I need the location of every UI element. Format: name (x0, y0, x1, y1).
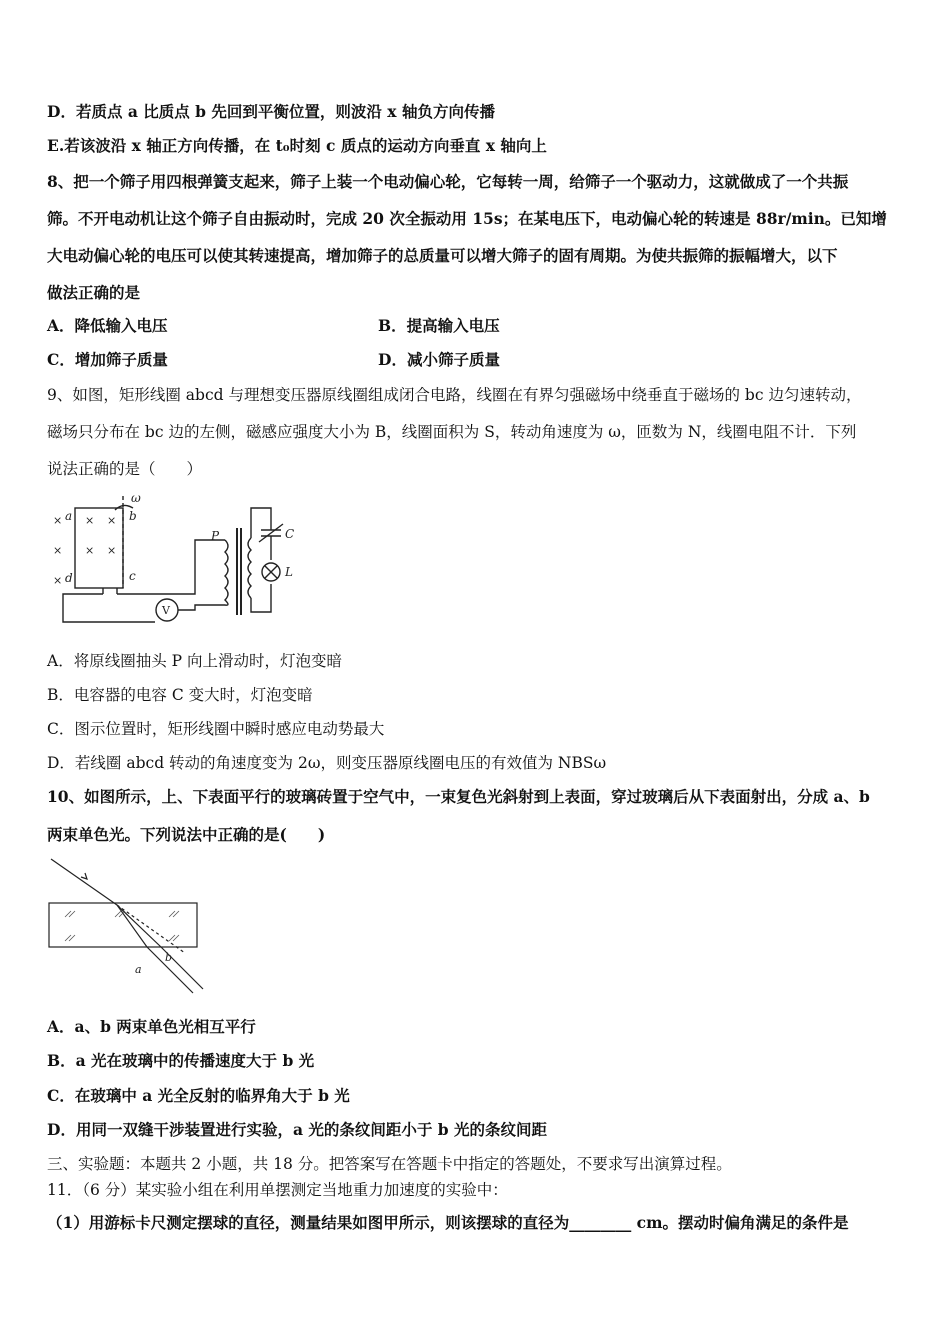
q8-stem-3: 大电动偏心轮的电压可以使其转速提高，增加筛子的总质量可以增大筛子的固有周期。为使共振筛的振幅增大，以下 (47, 246, 838, 265)
field-cross: × (85, 514, 95, 527)
refracted-ray-a (117, 905, 147, 947)
q10-stem-1: 10、如图所示，上、下表面平行的玻璃砖置于空气中，一束复色光斜射到上表面，穿过玻璃后从下表面射出，分成 a、b (47, 787, 870, 806)
label-voltmeter: V (162, 604, 170, 617)
field-cross: × (53, 574, 63, 587)
incident-ray (51, 859, 117, 905)
q10-glass-figure (45, 855, 205, 997)
q9-option-a: A．将原线圈抽头 P 向上滑动时，灯泡变暗 (47, 652, 342, 670)
q10-stem-2: 两束单色光。下列说法中正确的是( ) (47, 825, 326, 844)
q9-stem-2: 磁场只分布在 bc 边的左侧，磁感应强度大小为 B，线圈面积为 S，转动角速度为 ω，匝数为 N，线圈电阻不计．下列 (47, 423, 857, 441)
label-c: c (129, 569, 136, 583)
label-a: a (135, 963, 142, 976)
field-cross: × (107, 514, 117, 527)
primary-coil (225, 540, 228, 605)
extension-line (117, 905, 185, 953)
label-b: b (165, 951, 173, 964)
q8-option-b: B．提高输入电压 (378, 316, 500, 335)
label-a: a (65, 509, 73, 523)
q8-option-d: D．减小筛子质量 (378, 350, 500, 369)
q8-stem-2: 筛。不开电动机让这个筛子自由振动时，完成 20 次全振动用 15s；在某电压下，电动偏心轮的转速是 88r/min。已知增 (47, 209, 887, 228)
q8-option-c: C．增加筛子质量 (47, 350, 168, 369)
field-cross: × (53, 514, 63, 527)
label-lamp: L (285, 565, 293, 579)
label-d: d (65, 571, 73, 585)
q8-option-a: A．降低输入电压 (47, 316, 168, 335)
q9-stem-3: 说法正确的是（ ） (47, 460, 203, 478)
q11-part-1: （1）用游标卡尺测定摆球的直径，测量结果如图甲所示，则该摆球的直径为________ cm。摆动时偏角满足的条件是 (47, 1213, 849, 1232)
label-b: b (129, 509, 137, 523)
q9-option-d: D．若线圈 abcd 转动的角速度变为 2ω，则变压器原线圈电压的有效值为 NBSω (47, 754, 607, 772)
q9-option-c: C．图示位置时，矩形线圈中瞬时感应电动势最大 (47, 720, 385, 738)
field-cross: × (107, 544, 117, 557)
q8-stem-4: 做法正确的是 (47, 283, 141, 302)
q7-option-d: D．若质点 a 比质点 b 先回到平衡位置，则波沿 x 轴负方向传播 (47, 102, 495, 121)
section-3-heading: 三、实验题：本题共 2 小题，共 18 分。把答案写在答题卡中指定的答题处，不要求写出演算过程。 (47, 1155, 732, 1173)
q9-option-b: B．电容器的电容 C 变大时，灯泡变暗 (47, 686, 313, 704)
label-omega: ω (131, 491, 141, 505)
q10-option-b: B．a 光在玻璃中的传播速度大于 b 光 (47, 1051, 315, 1070)
secondary-coil (248, 538, 251, 598)
field-cross: × (85, 544, 95, 557)
label-capacitor: C (285, 527, 295, 541)
arrow-icon (81, 873, 87, 879)
refracted-ray-b (117, 905, 161, 947)
label-p: P (211, 529, 220, 543)
q10-option-d: D．用同一双缝干涉装置进行实验，a 光的条纹间距小于 b 光的条纹间距 (47, 1120, 548, 1139)
field-cross: × (53, 544, 63, 557)
q10-option-a: A．a、b 两束单色光相互平行 (47, 1017, 256, 1036)
q11-stem: 11．（6 分）某实验小组在利用单摆测定当地重力加速度的实验中： (47, 1181, 508, 1199)
q9-stem-1: 9、如图，矩形线圈 abcd 与理想变压器原线圈组成闭合电路，线圈在有界匀强磁场中绕垂直于磁场的 bc 边匀速转动， (47, 386, 862, 404)
q7-option-e: E.若该波沿 x 轴正方向传播，在 t₀时刻 c 质点的运动方向垂直 x 轴向上 (47, 136, 547, 155)
q9-circuit-figure (45, 490, 305, 630)
q10-option-c: C．在玻璃中 a 光全反射的临界角大于 b 光 (47, 1086, 350, 1105)
q8-stem-1: 8、把一个筛子用四根弹簧支起来，筛子上装一个电动偏心轮，它每转一周，给筛子一个驱动力，这就做成了一个共振 (47, 172, 849, 191)
